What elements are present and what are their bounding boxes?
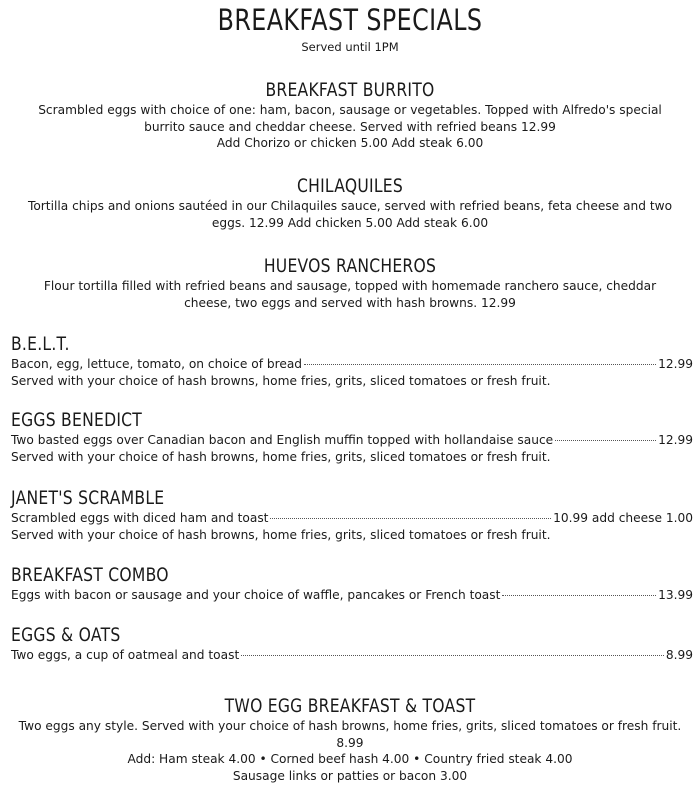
- section-heading: JANET'S SCRAMBLE: [11, 487, 165, 509]
- section-line: Scrambled eggs with choice of one: ham, bacon, sausage or vegetables. Topped with Alfredo's special: [38, 103, 662, 117]
- item-note: Served with your choice of hash browns, home fries, grits, sliced tomatoes or fresh fruit.: [11, 449, 551, 464]
- section-heading: EGGS & OATS: [11, 624, 121, 646]
- section-two-egg-breakfast: [8, 694, 692, 784]
- menu-item-line: [11, 510, 693, 527]
- dot-leader: [270, 518, 551, 519]
- item-description: Scrambled eggs with diced ham and toast: [11, 511, 269, 525]
- dot-leader: [502, 595, 656, 596]
- section-chilaquiles: [8, 174, 692, 231]
- section-heading: BREAKFAST COMBO: [11, 564, 169, 586]
- section-eggs-benedict: [11, 408, 693, 465]
- item-description: Eggs with bacon or sausage and your choice of waffle, pancakes or French toast: [11, 588, 501, 602]
- section-heading: B.E.L.T.: [11, 333, 70, 355]
- dot-leader: [304, 364, 656, 365]
- menu-item-line: [11, 356, 693, 373]
- section-janets-scramble: [11, 486, 693, 543]
- item-note: Served with your choice of hash browns, home fries, grits, sliced tomatoes or fresh fruit.: [11, 373, 551, 388]
- item-description: Two basted eggs over Canadian bacon and English muffin topped with hollandaise sauce: [11, 433, 554, 447]
- section-line: Tortilla chips and onions sautéed in our Chilaquiles sauce, served with refried beans, feta cheese and two: [27, 199, 673, 213]
- item-note: Served with your choice of hash browns, home fries, grits, sliced tomatoes or fresh fruit.: [11, 527, 551, 542]
- section-heading: HUEVOS RANCHEROS: [263, 255, 437, 277]
- item-description: Bacon, egg, lettuce, tomato, on choice of bread: [11, 357, 303, 371]
- section-eggs-oats: [11, 623, 693, 664]
- menu-item-line: [11, 647, 693, 664]
- menu-item-line: [11, 587, 693, 604]
- item-price: 10.99 add cheese 1.00: [553, 511, 693, 525]
- section-huevos-rancheros: [8, 254, 692, 311]
- page-subtitle: Served until 1PM: [301, 40, 399, 54]
- section-breakfast-combo: [11, 563, 693, 604]
- section-line: Add Chorizo or chicken 5.00 Add steak 6.00: [216, 136, 484, 150]
- section-heading: CHILAQUILES: [296, 175, 403, 197]
- section-line: cheese, two eggs and served with hash browns. 12.99: [184, 295, 516, 310]
- page-title: BREAKFAST SPECIALS: [217, 3, 483, 37]
- section-line: Two eggs any style. Served with your choice of hash browns, home fries, grits, sliced tomatoes or fresh fruit.: [18, 719, 682, 733]
- menu-item-line: [11, 432, 693, 449]
- section-heading: EGGS BENEDICT: [11, 409, 143, 431]
- section-line: eggs. 12.99 Add chicken 5.00 Add steak 6.00: [211, 215, 489, 230]
- section-heading: BREAKFAST BURRITO: [265, 79, 435, 101]
- section-line: Flour tortilla filled with refried beans and sausage, topped with homemade ranchero sauce, cheddar: [43, 279, 657, 293]
- section-heading: TWO EGG BREAKFAST & TOAST: [224, 695, 476, 717]
- section-line: burrito sauce and cheddar cheese. Served with refried beans 12.99: [144, 119, 556, 134]
- item-price: 8.99: [665, 648, 693, 662]
- section-belt: [11, 332, 693, 389]
- section-line: Add: Ham steak 4.00 • Corned beef hash 4.00 • Country fried steak 4.00: [127, 752, 573, 766]
- section-line: Sausage links or patties or bacon 3.00: [232, 768, 468, 783]
- section-line: 8.99: [336, 735, 364, 750]
- item-price: 12.99: [658, 357, 693, 371]
- item-description: Two eggs, a cup of oatmeal and toast: [11, 648, 240, 662]
- item-price: 13.99: [658, 588, 693, 602]
- section-breakfast-burrito: [8, 78, 692, 152]
- dot-leader: [555, 440, 656, 441]
- dot-leader: [241, 655, 664, 656]
- item-price: 12.99: [658, 433, 693, 447]
